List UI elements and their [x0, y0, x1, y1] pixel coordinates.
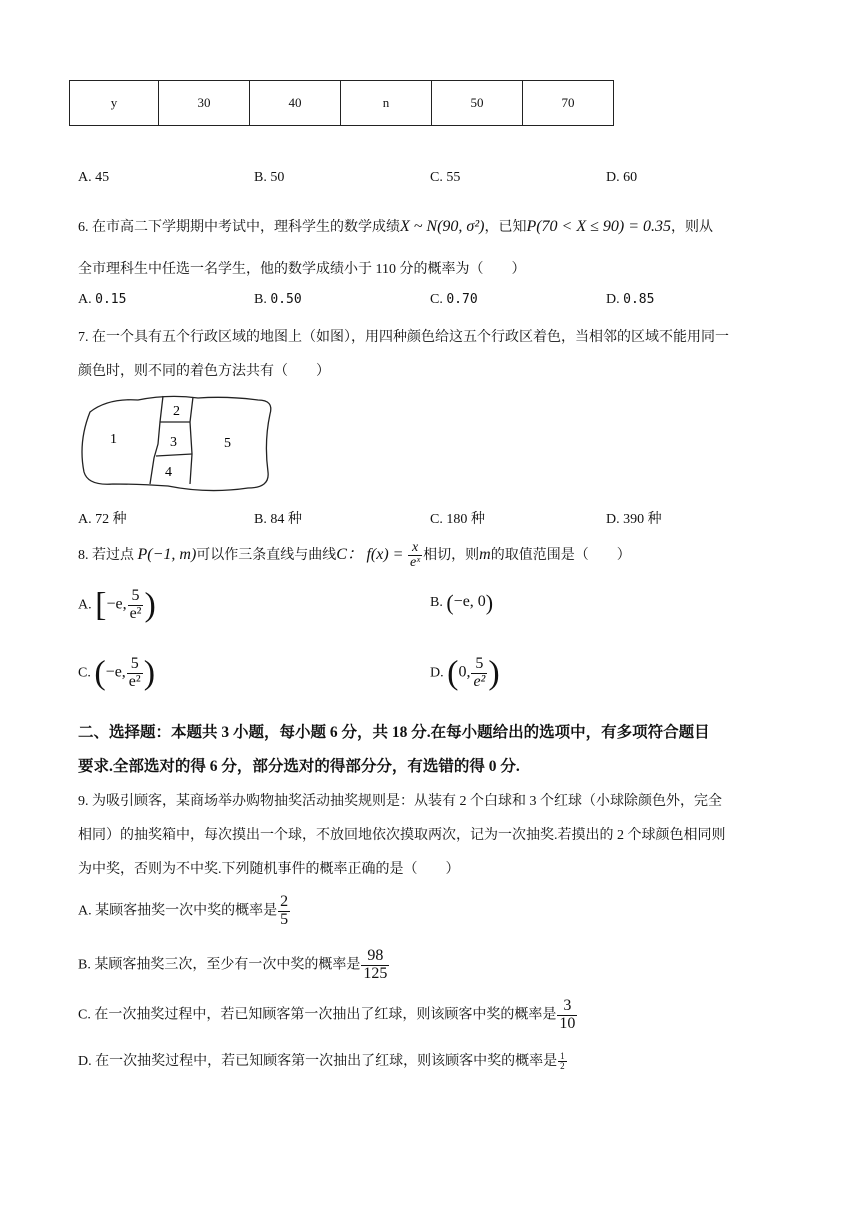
q8-curve: C：	[336, 546, 363, 563]
q8-option-c: C. (−e, $\frac{5}{\text{e²}}$ )	[78, 654, 156, 692]
map-label-2: 2	[173, 404, 180, 419]
q6-option-a: A. 0.15	[78, 292, 127, 307]
q6-option-c: C. 0.70	[430, 292, 478, 307]
q8-function-fraction: $\frac{x}{\text{eˣ}}$	[409, 539, 421, 571]
q9-stem-line1: 9. 为吸引顾客，某商场举办购物抽奖活动抽奖规则是：从装有 2 个白球和 3 个红球（小球除颜色外，完全	[78, 794, 722, 809]
q5-option-d: D. 60	[606, 170, 638, 185]
section2-heading-line2: 要求.全部选对的得 6 分，部分选对的得部分分，有选错的得 0 分.	[78, 758, 520, 775]
table-cell: 30	[159, 81, 250, 126]
q8-point: P(−1, m)	[137, 546, 197, 563]
q5-option-a: A. 45	[78, 170, 110, 185]
q6-stem-line2: 全市理科生中任选一名学生，他的数学成绩小于 110 分的概率为（ ）	[78, 262, 526, 277]
q7-stem-line1: 7. 在一个具有五个行政区域的地图上（如图），用四种颜色给这五个行政区着色，当相邻的区域不能用同一	[78, 330, 729, 345]
q6-distribution: X ~ N(90, σ²)	[400, 218, 485, 235]
q8-function-lhs: f(x) =	[366, 546, 404, 563]
region-map-figure	[78, 392, 278, 494]
table-cell: n	[341, 81, 432, 126]
q9-option-b: B. 某顾客抽奖三次，至少有一次中奖的概率是 $\frac{98}{125}$	[78, 947, 388, 982]
q6-mid: ，已知	[484, 220, 527, 235]
q7-stem-line2: 颜色时，则不同的着色方法共有（ ）	[78, 364, 330, 379]
q5-option-b: B. 50	[254, 170, 285, 185]
table-cell: y	[70, 81, 159, 126]
table-row	[70, 81, 614, 126]
q8-tail2: 的取值范围是（ ）	[490, 548, 631, 563]
q6-option-b: B. 0.50	[254, 292, 302, 307]
q5-option-c: C. 55	[430, 170, 461, 185]
q8-tail1: 相切，则	[423, 548, 480, 563]
q6-tail: ，则从	[671, 220, 714, 235]
q9-stem-line2: 相同）的抽奖箱中，每次摸出一个球，不放回地依次摸取两次，记为一次抽奖.若摸出的 2 个球颜色相同则	[78, 828, 726, 843]
map-label-4: 4	[165, 465, 172, 480]
table-cell: 50	[432, 81, 523, 126]
q9-option-d: D. 在一次抽奖过程中，若已知顾客第一次抽出了红球，则该顾客中奖的概率是 $\frac{1}{2}$	[78, 1050, 565, 1072]
q6-probability: P(70 < X ≤ 90) = 0.35	[526, 218, 672, 235]
q6-stem-line1	[78, 216, 713, 236]
q7-option-c: C. 180 种	[430, 512, 485, 527]
section2-heading-line1: 二、选择题：本题共 3 小题，每小题 6 分，共 18 分.在每小题给出的选项中，有多项符合题目	[78, 724, 710, 741]
q9-option-c: C. 在一次抽奖过程中，若已知顾客第一次抽出了红球，则该顾客中奖的概率是 $\frac{3}{10}$	[78, 997, 576, 1032]
q8-var-m: m	[479, 546, 491, 563]
q8-stem	[78, 540, 631, 571]
table-cell: 70	[523, 81, 614, 126]
q9-option-a: A. 某顾客抽奖一次中奖的概率是 $\frac{2}{5}$	[78, 893, 289, 928]
map-label-3: 3	[170, 435, 177, 450]
q6-prefix: 6. 在市高二下学期期中考试中，理科学生的数学成绩	[78, 220, 400, 235]
map-label-5: 5	[224, 436, 231, 451]
map-label-1: 1	[110, 432, 117, 447]
q8-option-a: A. [−e, $\frac{5}{\text{e²}}$ )	[78, 586, 156, 624]
q8-option-b: B. (−e, 0)	[430, 590, 494, 615]
q8-option-d: D. (0, $\frac{5}{\text{e²}}$ )	[430, 654, 500, 692]
q7-option-a: A. 72 种	[78, 512, 127, 527]
q9-stem-line3: 为中奖，否则为不中奖.下列随机事件的概率正确的是（ ）	[78, 862, 460, 877]
q7-option-b: B. 84 种	[254, 512, 302, 527]
q7-option-d: D. 390 种	[606, 512, 662, 527]
q6-option-d: D. 0.85	[606, 292, 655, 307]
table-cell: 40	[250, 81, 341, 126]
q8-mid: 可以作三条直线与曲线	[196, 548, 337, 563]
q8-prefix: 8. 若过点	[78, 548, 134, 563]
value-table	[69, 80, 614, 126]
